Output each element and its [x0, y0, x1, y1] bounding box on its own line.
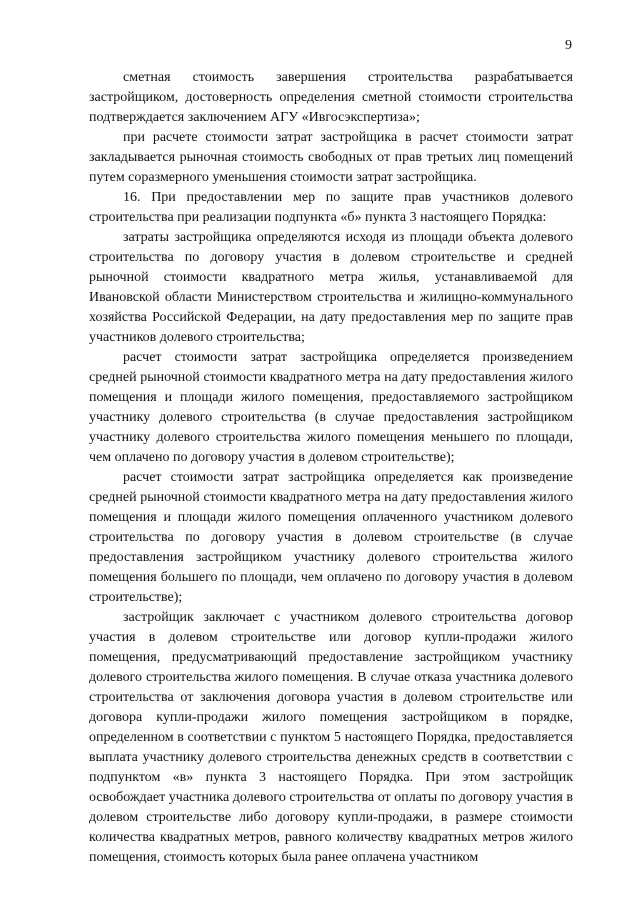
page-number: 9	[565, 38, 572, 53]
paragraph-cost-calc-larger: расчет стоимости затрат застройщика определяется как произведение средней рыночной стоимости квадратного метра на дату предоставления жилого помещения и площади жилого помещения оплаченного участником долевого строительства по договору участия в долевом строительстве (в случае предоставления застройщиком участнику долевого строительства жилого помещения большего по площади, чем оплачено по договору участия в долевом строительстве);	[89, 470, 573, 605]
paragraph-developer-contract: застройщик заключает с участником долевого строительства договор участия в долевом строительстве или договор купли-продажи жилого помещения, предусматривающий предоставление застройщиком участнику долевого строительства жилого помещения. В случае отказа участника долевого строительства от заключения договора участия в долевом строительстве или договора купли-продажи жилого помещения застройщиком в порядке, определенном в соответствии с пунктом 5 настоящего Порядка, предоставляется выплата участнику долевого строительства денежных средств в соответствии с подпунктом «в» пункта 3 настоящего Порядка. При этом застройщик освобождает участника долевого строительства от оплаты по договору участия в долевом строительстве либо договору купли-продажи, в размере стоимости количества квадратных метров, равного количеству квадратных метров жилого помещения, стоимость которых была ранее оплачена участником	[89, 610, 573, 865]
paragraph-market-value: при расчете стоимости затрат застройщика в расчет стоимости затрат закладывается рыночная стоимость свободных от прав третьих лиц помещений путем соразмерного уменьшения стоимости затрат застройщика.	[89, 130, 573, 185]
document-body	[89, 68, 573, 868]
paragraph-estimate-cost: сметная стоимость завершения строительства разрабатывается застройщиком, достоверность определения сметной стоимости строительства подтверждается заключением АГУ «Ивгосэкспертиза»;	[89, 70, 573, 125]
paragraph-developer-costs: затраты застройщика определяются исходя из площади объекта долевого строительства по договору участия в долевом строительстве и средней рыночной стоимости квадратного метра жилья, устанавливаемой для Ивановской области Министерством строительства и жилищно-коммунального хозяйства Российской Федерации, на дату предоставления мер по защите прав участников долевого строительства;	[89, 230, 573, 345]
paragraph-cost-calc-smaller: расчет стоимости затрат застройщика определяется произведением средней рыночной стоимости квадратного метра на дату предоставления жилого помещения и площади жилого помещения, предоставляемого застройщиком участнику долевого строительства (в случае предоставления застройщиком участнику долевого строительства жилого помещения меньшего по площади, чем оплачено по договору участия в долевом строительстве);	[89, 350, 573, 465]
paragraph-item-16: 16. При предоставлении мер по защите прав участников долевого строительства при реализации подпункта «б» пункта 3 настоящего Порядка:	[89, 190, 573, 225]
